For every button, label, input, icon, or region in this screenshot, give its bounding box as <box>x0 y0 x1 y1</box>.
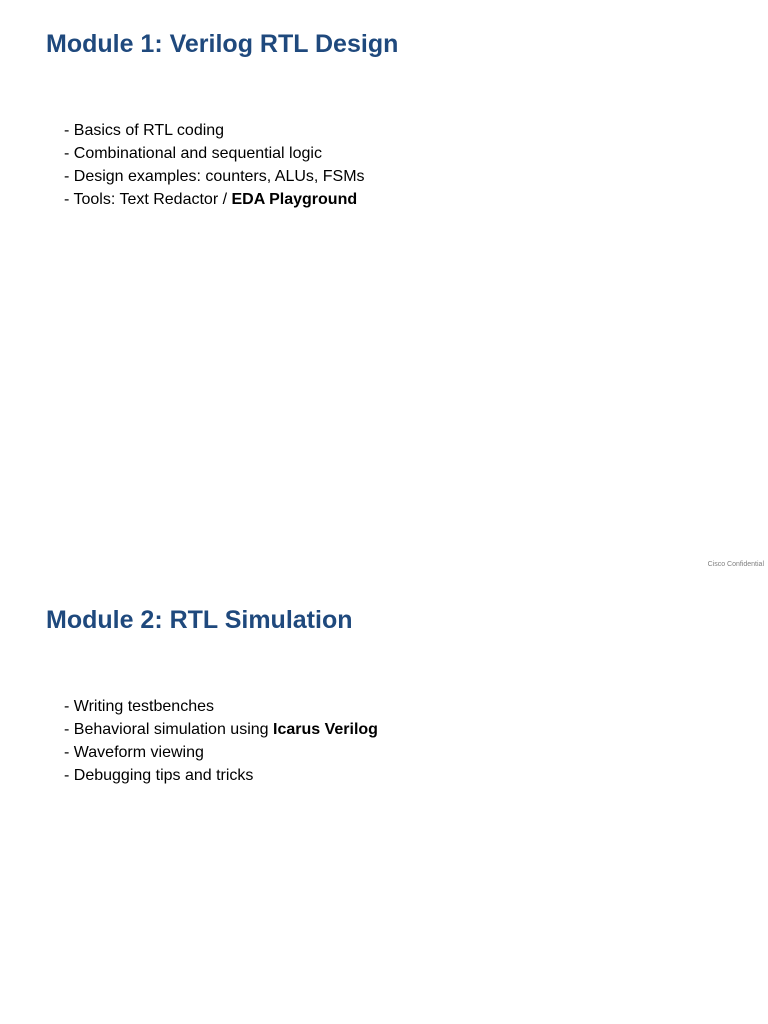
list-item <box>64 695 378 718</box>
bullet-list <box>64 695 378 787</box>
list-item <box>64 741 378 764</box>
slide-title: Module 2: RTL Simulation <box>46 606 353 634</box>
list-item <box>64 119 365 142</box>
bullet-text: - Combinational and sequential logic <box>64 145 322 162</box>
list-item <box>64 165 365 188</box>
bullet-text: - Writing testbenches <box>64 698 214 715</box>
bullet-text: - Design examples: counters, ALUs, FSMs <box>64 168 365 185</box>
bullet-text: - Tools: Text Redactor / <box>64 191 232 208</box>
list-item <box>64 188 365 211</box>
bullet-text: - Debugging tips and tricks <box>64 767 254 784</box>
bullet-bold-text: EDA Playground <box>231 191 358 208</box>
bullet-text: - Waveform viewing <box>64 744 204 761</box>
list-item <box>64 764 378 787</box>
list-item <box>64 142 365 165</box>
bullet-bold-text: Icarus Verilog <box>273 721 378 738</box>
bullet-text: - Behavioral simulation using <box>64 721 273 738</box>
list-item <box>64 718 378 741</box>
bullet-text: - Basics of RTL coding <box>64 122 225 139</box>
bullet-list <box>64 119 365 211</box>
confidential-footer: Cisco Confidential <box>707 561 764 568</box>
slide-title: Module 1: Verilog RTL Design <box>46 30 399 58</box>
slide-module-2 <box>0 576 768 1024</box>
